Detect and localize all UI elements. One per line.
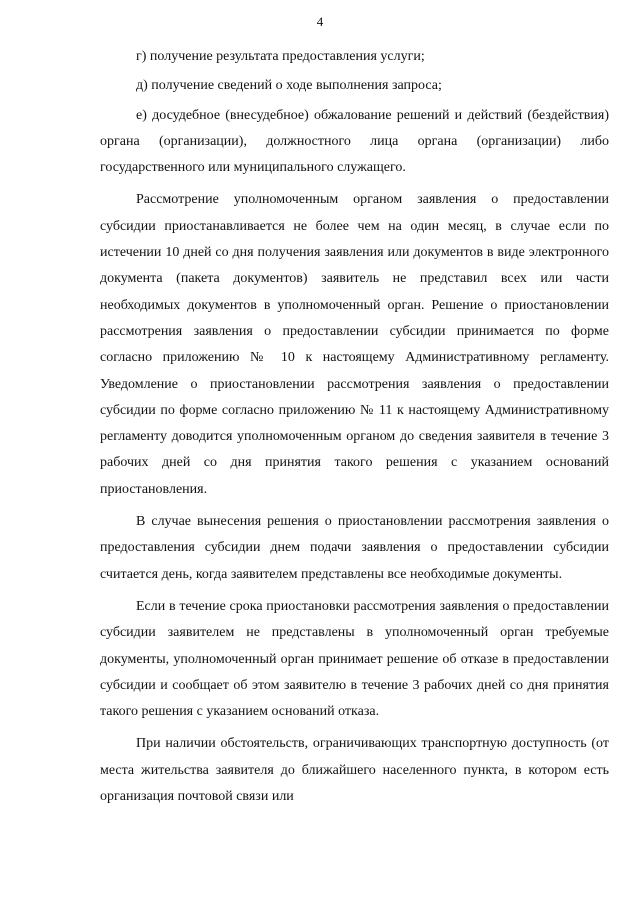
list-item-e: е) досудебное (внесудебное) обжалование решений и действий (бездействия) органа (организации), должностного лица органа (организации) либо государственного или муниципального служащего. bbox=[100, 107, 609, 176]
list-item-g: г) получение результата предоставления услуги; bbox=[136, 49, 425, 64]
page-number: 4 bbox=[316, 14, 324, 29]
paragraph-transport-access: При наличии обстоятельств, ограничивающих транспортную доступность (от места жительства заявителя до ближайшего населенного пункта, в котором есть организация почтовой связи или bbox=[100, 736, 609, 805]
document-body bbox=[100, 44, 609, 816]
list-item-d: д) получение сведений о ходе выполнения запроса; bbox=[136, 78, 442, 94]
paragraph-submission-date: В случае вынесения решения о приостановлении рассмотрения заявления о предоставления субсидии днем подачи заявления о предоставлении субсидии считается день, когда заявителем представлены все необходимые документы. bbox=[100, 514, 609, 582]
paragraph-refusal: Если в течение срока приостановки рассмотрения заявления о предоставлении субсидии заявителем не представлены в уполномоченный орган требуемые документы, уполномоченный орган принимает решение об отказе в предоставлении субсидии и сообщает об этом заявителю в течение 3 рабочих дней со дня принятия такого решения с указанием оснований отказа. bbox=[100, 598, 609, 720]
paragraph-suspension: Рассмотрение уполномоченным органом заявления о предоставлении субсидии приостанавливается не более чем на один месяц, в случае если по истечении 10 дней со дня получения заявления или документов в виде электронного документа (пакета документов) заявитель не представил всех или части необходимых документов в уполномоченный орган. Решение о приостановлении рассмотрения заявления о предоставлении субсидии принимается по форме согласно приложению № 10 к настоящему Административному регламенту. Уведомление о приостановлении рассмотрения заявления о предоставлении субсидии по форме согласно приложению № 11 к настоящему Административному регламенту доводится уполномоченным органом до сведения заявителя в течение 3 рабочих дней со дня принятия такого решения с указанием оснований приостановления. bbox=[100, 192, 609, 497]
